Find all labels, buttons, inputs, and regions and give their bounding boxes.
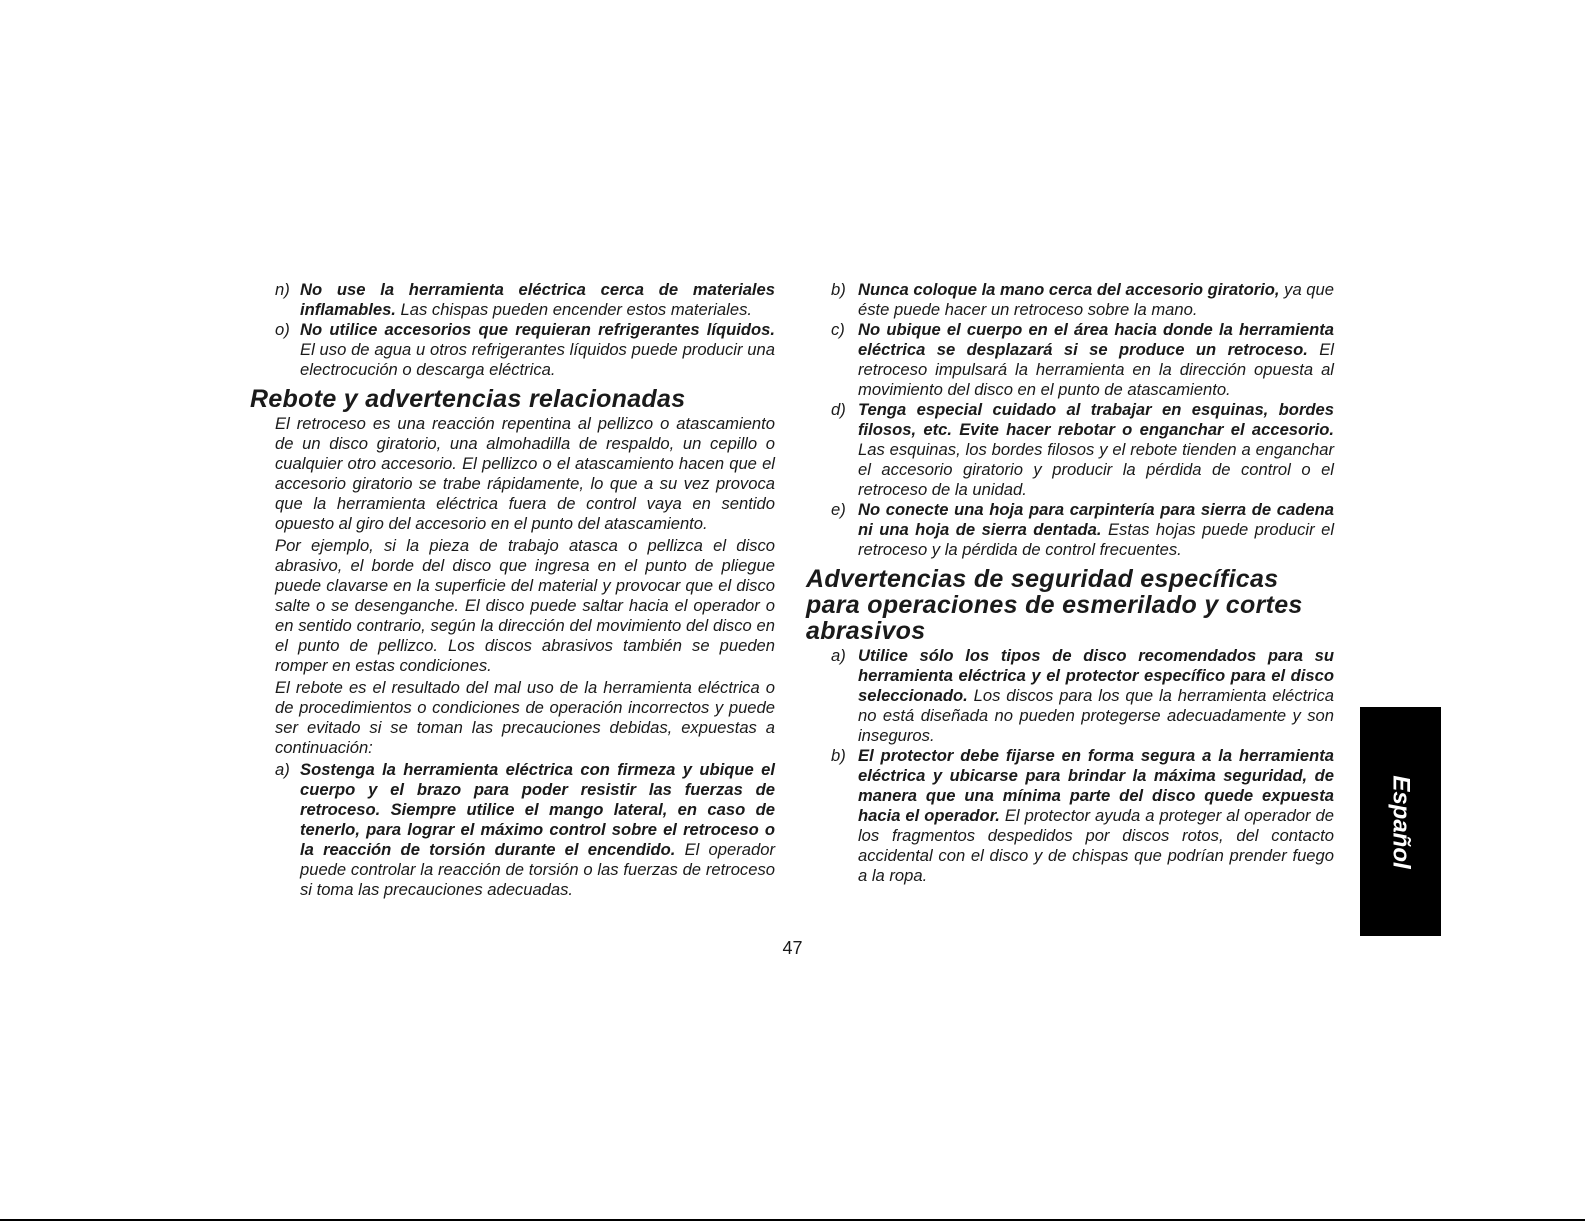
bottom-divider bbox=[0, 1219, 1585, 1221]
item-body-text: Las esquinas, los bordes filosos y el rebote tienden a enganchar el accesorio giratorio y producir la pérdida de control o el retroceso de la unidad. bbox=[858, 440, 1334, 499]
item-body-text: Las chispas pueden encender estos materiales. bbox=[395, 300, 752, 319]
item-bold-text: El protector debe fijarse en forma segura a la herramienta eléctrica y ubicarse para brindar la máxima seguridad, de manera que una mínima parte del disco quede expuesta hacia el operador. bbox=[858, 746, 1334, 825]
item-body-text: El operador puede controlar la reacción de torsión o las fuerzas de retroceso si toma las precauciones adecuadas. bbox=[300, 840, 775, 899]
list-item-b bbox=[806, 746, 1334, 886]
item-label: a) bbox=[831, 646, 846, 665]
item-bold-text: Utilice sólo los tipos de disco recomendados para su herramienta eléctrica y el protector específico para el disco seleccionado. bbox=[858, 646, 1334, 705]
item-body-text: ya que éste puede hacer un retroceso sobre la mano. bbox=[858, 280, 1334, 319]
page-number: 47 bbox=[782, 938, 803, 958]
list-item-d bbox=[806, 400, 1334, 500]
item-bold-text: No use la herramienta eléctrica cerca de materiales inflamables. bbox=[300, 280, 775, 319]
item-label: n) bbox=[275, 280, 290, 299]
item-label: o) bbox=[275, 320, 290, 339]
item-bold-text: Sostenga la herramienta eléctrica con firmeza y ubique el cuerpo y el brazo para poder resistir las fuerzas de retroceso. Siempre utilice el mango lateral, en caso de tenerlo, para lograr el máximo control sobre el retroceso o la reacción de torsión durante el encendido. bbox=[300, 760, 775, 859]
list-item-n bbox=[250, 280, 775, 320]
item-label: a) bbox=[275, 760, 290, 779]
body-paragraph: El rebote es el resultado del mal uso de la herramienta eléctrica o de procedimientos o condiciones de operación incorrectos y puede ser evitado si se toman las precauciones debidas, expuestas a continuación: bbox=[275, 678, 775, 757]
item-body-text: El protector ayuda a proteger al operador de los fragmentos despedidos por discos rotos, del contacto accidental con el disco y de chispas que podrían prender fuego a la ropa. bbox=[858, 806, 1334, 885]
list-item-e bbox=[806, 500, 1334, 560]
item-label: b) bbox=[831, 280, 846, 299]
item-body-text: Los discos para los que la herramienta eléctrica no está diseñada no pueden protegerse adecuadamente y son inseguros. bbox=[858, 686, 1334, 745]
item-label: d) bbox=[831, 400, 846, 419]
body-paragraph: Por ejemplo, si la pieza de trabajo atasca o pellizca el disco abrasivo, el borde del disco que ingresa en el punto de pliegue puede clavarse en la superficie del material y provocar que el disco salte o se desenganche. El disco puede saltar hacia el operador o en sentido contrario, según la dirección del movimiento del disco en el punto de pellizco. Los discos abrasivos también se pueden romper en estas condiciones. bbox=[275, 536, 775, 675]
item-bold-text: No ubique el cuerpo en el área hacia donde la herramienta eléctrica se desplazará si se produce un retroceso. bbox=[858, 320, 1334, 359]
item-body-text: El retroceso impulsará la herramienta en la dirección opuesta al movimiento del disco en el punto de atascamiento. bbox=[858, 340, 1334, 399]
section-heading-rebote: Rebote y advertencias relacionadas bbox=[250, 385, 686, 413]
left-column bbox=[250, 280, 775, 900]
item-bold-text: No utilice accesorios que requieran refrigerantes líquidos. bbox=[300, 320, 775, 339]
item-body-text: El uso de agua u otros refrigerantes líquidos puede producir una electrocución o descarga eléctrica. bbox=[300, 340, 775, 379]
item-label: c) bbox=[831, 320, 845, 339]
item-bold-text: No conecte una hoja para carpintería para sierra de cadena ni una hoja de sierra dentada. bbox=[858, 500, 1334, 539]
right-column bbox=[806, 280, 1334, 886]
list-item-c bbox=[806, 320, 1334, 400]
section-heading-esmerilado: Advertencias de seguridad específicas para operaciones de esmerilado y cortes abrasivos bbox=[806, 565, 1303, 645]
item-label: b) bbox=[831, 746, 846, 765]
language-tab-label: Español bbox=[1387, 774, 1415, 869]
list-item-b bbox=[806, 280, 1334, 320]
item-bold-text: Nunca coloque la mano cerca del accesorio giratorio, bbox=[858, 280, 1280, 299]
language-tab bbox=[1360, 707, 1441, 936]
body-paragraph: El retroceso es una reacción repentina al pellizco o atascamiento de un disco giratorio, una almohadilla de respaldo, un cepillo o cualquier otro accesorio. El pellizco o el atascamiento hacen que el accesorio giratorio se trabe rápidamente, lo que a su vez provoca que la herramienta eléctrica fuera de control vaya en sentido opuesto al giro del accesorio en el punto del atascamiento. bbox=[275, 414, 775, 533]
item-bold-text: Tenga especial cuidado al trabajar en esquinas, bordes filosos, etc. Evite hacer rebotar o enganchar el accesorio. bbox=[858, 400, 1334, 439]
list-item-o bbox=[250, 320, 775, 380]
item-label: e) bbox=[831, 500, 846, 519]
item-body-text: Estas hojas puede producir el retroceso y la pérdida de control frecuentes. bbox=[858, 520, 1335, 559]
list-item-a bbox=[250, 760, 775, 900]
list-item-a bbox=[806, 646, 1334, 746]
